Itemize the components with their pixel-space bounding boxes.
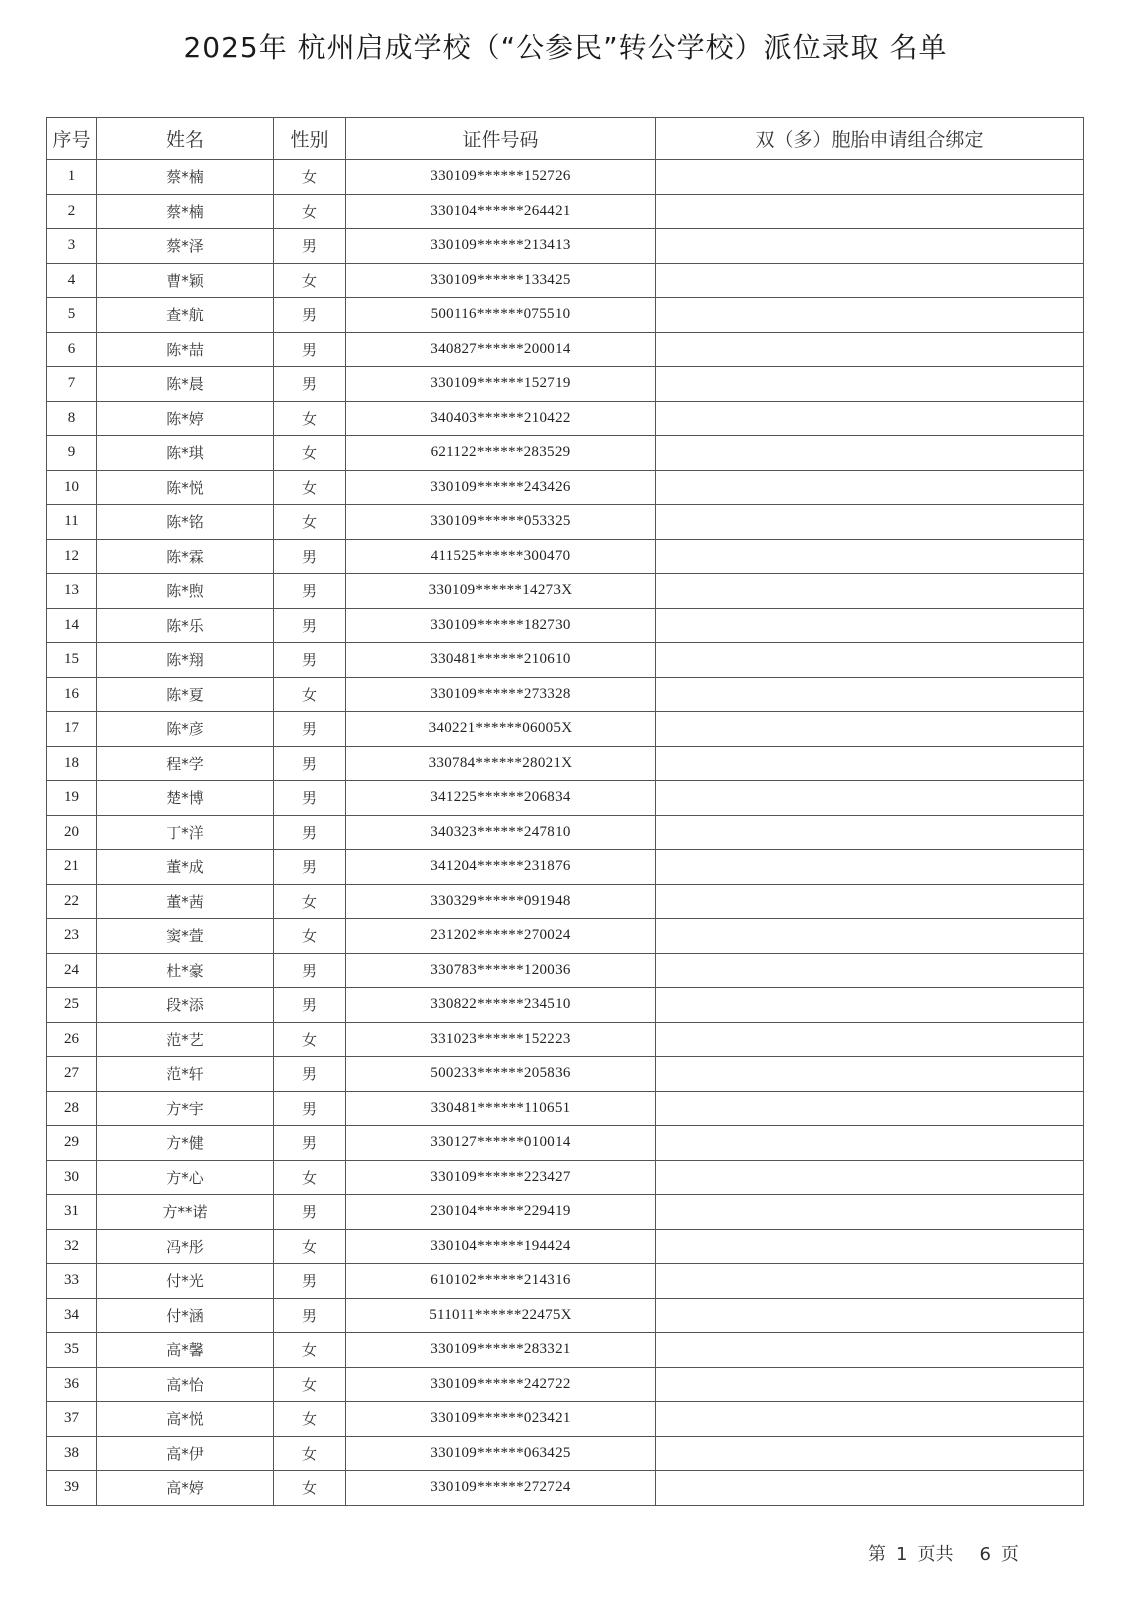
cell-index: 24 xyxy=(47,953,97,988)
cell-binding xyxy=(656,1229,1084,1264)
cell-binding xyxy=(656,1264,1084,1299)
cell-gender: 男 xyxy=(274,1057,346,1092)
cell-index: 4 xyxy=(47,263,97,298)
cell-gender: 男 xyxy=(274,850,346,885)
cell-id-number: 330784******28021X xyxy=(346,746,656,781)
footer-prefix: 第 xyxy=(868,1544,886,1565)
table-row xyxy=(47,401,1084,436)
cell-index: 20 xyxy=(47,815,97,850)
cell-binding xyxy=(656,1471,1084,1506)
cell-binding xyxy=(656,1160,1084,1195)
cell-gender: 男 xyxy=(274,367,346,402)
cell-id-number: 330109******272724 xyxy=(346,1471,656,1506)
cell-index: 29 xyxy=(47,1126,97,1161)
cell-name: 陈*翔 xyxy=(97,643,274,678)
cell-index: 2 xyxy=(47,194,97,229)
footer-middle: 页共 xyxy=(917,1544,954,1565)
cell-id-number: 340323******247810 xyxy=(346,815,656,850)
page-number-footer xyxy=(868,1540,1019,1566)
cell-binding xyxy=(656,1436,1084,1471)
cell-name: 陈*喆 xyxy=(97,332,274,367)
cell-id-number: 340827******200014 xyxy=(346,332,656,367)
cell-index: 6 xyxy=(47,332,97,367)
cell-name: 段*添 xyxy=(97,988,274,1023)
table-row xyxy=(47,332,1084,367)
page-title: 2025年 杭州启成学校（“公参民”转公学校）派位录取 名单 xyxy=(183,31,948,64)
cell-index: 33 xyxy=(47,1264,97,1299)
cell-gender: 男 xyxy=(274,746,346,781)
cell-id-number: 330127******010014 xyxy=(346,1126,656,1161)
cell-index: 31 xyxy=(47,1195,97,1230)
cell-id-number: 330109******223427 xyxy=(346,1160,656,1195)
cell-binding xyxy=(656,436,1084,471)
cell-name: 方*宇 xyxy=(97,1091,274,1126)
table-row xyxy=(47,815,1084,850)
cell-gender: 女 xyxy=(274,919,346,954)
cell-name: 陈*悦 xyxy=(97,470,274,505)
header-name: 姓名 xyxy=(97,118,274,160)
cell-index: 19 xyxy=(47,781,97,816)
cell-index: 16 xyxy=(47,677,97,712)
cell-name: 高*馨 xyxy=(97,1333,274,1368)
cell-id-number: 330109******283321 xyxy=(346,1333,656,1368)
cell-binding xyxy=(656,815,1084,850)
cell-index: 9 xyxy=(47,436,97,471)
cell-gender: 女 xyxy=(274,1367,346,1402)
table-row xyxy=(47,539,1084,574)
table-row xyxy=(47,1402,1084,1437)
cell-binding xyxy=(656,953,1084,988)
cell-binding xyxy=(656,884,1084,919)
cell-gender: 女 xyxy=(274,1333,346,1368)
cell-binding xyxy=(656,988,1084,1023)
cell-index: 1 xyxy=(47,160,97,195)
table-row xyxy=(47,160,1084,195)
cell-id-number: 330109******182730 xyxy=(346,608,656,643)
cell-name: 陈*夏 xyxy=(97,677,274,712)
header-gender: 性别 xyxy=(274,118,346,160)
cell-id-number: 231202******270024 xyxy=(346,919,656,954)
cell-name: 范*艺 xyxy=(97,1022,274,1057)
cell-name: 高*婷 xyxy=(97,1471,274,1506)
cell-name: 程*学 xyxy=(97,746,274,781)
table-row xyxy=(47,1333,1084,1368)
cell-id-number: 330109******273328 xyxy=(346,677,656,712)
footer-current-page: 1 xyxy=(896,1544,908,1565)
cell-id-number: 500116******075510 xyxy=(346,298,656,333)
cell-binding xyxy=(656,1057,1084,1092)
cell-binding xyxy=(656,643,1084,678)
cell-gender: 男 xyxy=(274,1091,346,1126)
cell-name: 高*悦 xyxy=(97,1402,274,1437)
table-row xyxy=(47,712,1084,747)
table-row xyxy=(47,953,1084,988)
cell-id-number: 500233******205836 xyxy=(346,1057,656,1092)
cell-binding xyxy=(656,608,1084,643)
cell-gender: 男 xyxy=(274,815,346,850)
table-row xyxy=(47,1195,1084,1230)
cell-index: 27 xyxy=(47,1057,97,1092)
table-row xyxy=(47,884,1084,919)
cell-index: 8 xyxy=(47,401,97,436)
cell-name: 方*健 xyxy=(97,1126,274,1161)
cell-name: 蔡*楠 xyxy=(97,194,274,229)
cell-gender: 女 xyxy=(274,194,346,229)
cell-id-number: 330109******053325 xyxy=(346,505,656,540)
cell-binding xyxy=(656,401,1084,436)
cell-gender: 女 xyxy=(274,677,346,712)
table-row xyxy=(47,919,1084,954)
cell-binding xyxy=(656,332,1084,367)
cell-id-number: 330822******234510 xyxy=(346,988,656,1023)
cell-name: 付*光 xyxy=(97,1264,274,1299)
cell-gender: 男 xyxy=(274,608,346,643)
cell-id-number: 341225******206834 xyxy=(346,781,656,816)
cell-id-number: 330109******063425 xyxy=(346,1436,656,1471)
cell-binding xyxy=(656,1367,1084,1402)
table-row xyxy=(47,263,1084,298)
footer-total-pages: 6 xyxy=(979,1544,991,1565)
cell-binding xyxy=(656,712,1084,747)
cell-name: 高*怡 xyxy=(97,1367,274,1402)
table-row xyxy=(47,746,1084,781)
cell-index: 38 xyxy=(47,1436,97,1471)
cell-id-number: 330109******152726 xyxy=(346,160,656,195)
cell-id-number: 511011******22475X xyxy=(346,1298,656,1333)
table-row xyxy=(47,608,1084,643)
table-row xyxy=(47,436,1084,471)
table-header-row xyxy=(47,118,1084,160)
cell-id-number: 330104******264421 xyxy=(346,194,656,229)
cell-index: 35 xyxy=(47,1333,97,1368)
cell-index: 12 xyxy=(47,539,97,574)
cell-id-number: 330109******242722 xyxy=(346,1367,656,1402)
cell-index: 34 xyxy=(47,1298,97,1333)
cell-name: 陈*彦 xyxy=(97,712,274,747)
cell-id-number: 330783******120036 xyxy=(346,953,656,988)
cell-binding xyxy=(656,1402,1084,1437)
cell-gender: 女 xyxy=(274,1022,346,1057)
cell-gender: 女 xyxy=(274,401,346,436)
cell-name: 陈*霖 xyxy=(97,539,274,574)
cell-gender: 女 xyxy=(274,884,346,919)
cell-binding xyxy=(656,470,1084,505)
cell-index: 14 xyxy=(47,608,97,643)
cell-name: 蔡*楠 xyxy=(97,160,274,195)
cell-name: 陈*铭 xyxy=(97,505,274,540)
table-row xyxy=(47,988,1084,1023)
cell-binding xyxy=(656,194,1084,229)
cell-binding xyxy=(656,1091,1084,1126)
table-row xyxy=(47,1091,1084,1126)
cell-name: 陈*晨 xyxy=(97,367,274,402)
cell-binding xyxy=(656,263,1084,298)
cell-binding xyxy=(656,229,1084,264)
cell-id-number: 330109******152719 xyxy=(346,367,656,402)
cell-gender: 男 xyxy=(274,332,346,367)
cell-binding xyxy=(656,746,1084,781)
cell-gender: 男 xyxy=(274,574,346,609)
cell-gender: 女 xyxy=(274,1229,346,1264)
cell-id-number: 330109******14273X xyxy=(346,574,656,609)
admission-list-table xyxy=(46,117,1084,1506)
cell-gender: 男 xyxy=(274,229,346,264)
cell-name: 陈*煦 xyxy=(97,574,274,609)
table-row xyxy=(47,194,1084,229)
cell-index: 36 xyxy=(47,1367,97,1402)
cell-binding xyxy=(656,677,1084,712)
cell-id-number: 621122******283529 xyxy=(346,436,656,471)
table-row xyxy=(47,1229,1084,1264)
cell-gender: 女 xyxy=(274,1436,346,1471)
cell-id-number: 330109******133425 xyxy=(346,263,656,298)
table-row xyxy=(47,1022,1084,1057)
cell-gender: 女 xyxy=(274,436,346,471)
table-row xyxy=(47,1126,1084,1161)
cell-gender: 女 xyxy=(274,263,346,298)
cell-binding xyxy=(656,1333,1084,1368)
cell-gender: 男 xyxy=(274,712,346,747)
cell-name: 查*航 xyxy=(97,298,274,333)
cell-gender: 女 xyxy=(274,1402,346,1437)
cell-index: 3 xyxy=(47,229,97,264)
cell-gender: 女 xyxy=(274,1471,346,1506)
cell-gender: 男 xyxy=(274,643,346,678)
cell-gender: 男 xyxy=(274,1298,346,1333)
cell-index: 15 xyxy=(47,643,97,678)
cell-id-number: 330329******091948 xyxy=(346,884,656,919)
cell-name: 陈*乐 xyxy=(97,608,274,643)
cell-index: 10 xyxy=(47,470,97,505)
header-id-number: 证件号码 xyxy=(346,118,656,160)
cell-index: 26 xyxy=(47,1022,97,1057)
cell-gender: 女 xyxy=(274,505,346,540)
cell-name: 董*茜 xyxy=(97,884,274,919)
cell-name: 范*轩 xyxy=(97,1057,274,1092)
table-row xyxy=(47,1471,1084,1506)
cell-gender: 男 xyxy=(274,988,346,1023)
cell-index: 37 xyxy=(47,1402,97,1437)
cell-index: 25 xyxy=(47,988,97,1023)
table-row xyxy=(47,1367,1084,1402)
cell-index: 11 xyxy=(47,505,97,540)
header-index: 序号 xyxy=(47,118,97,160)
cell-name: 付*涵 xyxy=(97,1298,274,1333)
cell-gender: 女 xyxy=(274,1160,346,1195)
table-row xyxy=(47,1160,1084,1195)
cell-id-number: 330481******110651 xyxy=(346,1091,656,1126)
table-body xyxy=(47,160,1084,1506)
cell-name: 冯*彤 xyxy=(97,1229,274,1264)
cell-index: 32 xyxy=(47,1229,97,1264)
cell-name: 丁*洋 xyxy=(97,815,274,850)
cell-gender: 男 xyxy=(274,1195,346,1230)
cell-name: 高*伊 xyxy=(97,1436,274,1471)
cell-index: 30 xyxy=(47,1160,97,1195)
table-row xyxy=(47,677,1084,712)
cell-gender: 男 xyxy=(274,539,346,574)
cell-gender: 女 xyxy=(274,470,346,505)
cell-id-number: 330109******213413 xyxy=(346,229,656,264)
cell-binding xyxy=(656,505,1084,540)
cell-gender: 男 xyxy=(274,1126,346,1161)
cell-id-number: 330104******194424 xyxy=(346,1229,656,1264)
cell-binding xyxy=(656,1126,1084,1161)
cell-id-number: 610102******214316 xyxy=(346,1264,656,1299)
cell-binding xyxy=(656,919,1084,954)
cell-gender: 男 xyxy=(274,953,346,988)
cell-name: 蔡*泽 xyxy=(97,229,274,264)
table-row xyxy=(47,298,1084,333)
cell-name: 杜*豪 xyxy=(97,953,274,988)
cell-id-number: 330481******210610 xyxy=(346,643,656,678)
cell-index: 21 xyxy=(47,850,97,885)
cell-id-number: 340221******06005X xyxy=(346,712,656,747)
cell-name: 方**诺 xyxy=(97,1195,274,1230)
cell-id-number: 340403******210422 xyxy=(346,401,656,436)
cell-name: 窦*萱 xyxy=(97,919,274,954)
cell-gender: 女 xyxy=(274,160,346,195)
cell-binding xyxy=(656,539,1084,574)
cell-index: 18 xyxy=(47,746,97,781)
cell-binding xyxy=(656,367,1084,402)
cell-gender: 男 xyxy=(274,298,346,333)
cell-binding xyxy=(656,298,1084,333)
cell-name: 方*心 xyxy=(97,1160,274,1195)
cell-index: 7 xyxy=(47,367,97,402)
cell-id-number: 331023******152223 xyxy=(346,1022,656,1057)
cell-binding xyxy=(656,1298,1084,1333)
table-row xyxy=(47,574,1084,609)
footer-suffix: 页 xyxy=(1000,1544,1019,1565)
cell-gender: 男 xyxy=(274,781,346,816)
cell-index: 22 xyxy=(47,884,97,919)
table-row xyxy=(47,643,1084,678)
table-row xyxy=(47,850,1084,885)
cell-index: 28 xyxy=(47,1091,97,1126)
table-row xyxy=(47,781,1084,816)
cell-index: 39 xyxy=(47,1471,97,1506)
cell-binding xyxy=(656,1195,1084,1230)
cell-name: 楚*博 xyxy=(97,781,274,816)
cell-id-number: 230104******229419 xyxy=(346,1195,656,1230)
cell-index: 5 xyxy=(47,298,97,333)
cell-name: 曹*颖 xyxy=(97,263,274,298)
cell-index: 13 xyxy=(47,574,97,609)
table-row xyxy=(47,229,1084,264)
table-row xyxy=(47,1057,1084,1092)
cell-name: 董*成 xyxy=(97,850,274,885)
cell-binding xyxy=(656,781,1084,816)
cell-id-number: 330109******023421 xyxy=(346,1402,656,1437)
cell-gender: 男 xyxy=(274,1264,346,1299)
table-row xyxy=(47,470,1084,505)
cell-binding xyxy=(656,1022,1084,1057)
table-row xyxy=(47,367,1084,402)
cell-index: 23 xyxy=(47,919,97,954)
header-binding: 双（多）胞胎申请组合绑定 xyxy=(656,118,1084,160)
cell-name: 陈*婷 xyxy=(97,401,274,436)
cell-id-number: 330109******243426 xyxy=(346,470,656,505)
cell-id-number: 341204******231876 xyxy=(346,850,656,885)
cell-id-number: 411525******300470 xyxy=(346,539,656,574)
table-row xyxy=(47,1264,1084,1299)
table-row xyxy=(47,505,1084,540)
cell-binding xyxy=(656,574,1084,609)
cell-binding xyxy=(656,160,1084,195)
cell-index: 17 xyxy=(47,712,97,747)
cell-name: 陈*琪 xyxy=(97,436,274,471)
table-row xyxy=(47,1436,1084,1471)
table-row xyxy=(47,1298,1084,1333)
cell-binding xyxy=(656,850,1084,885)
